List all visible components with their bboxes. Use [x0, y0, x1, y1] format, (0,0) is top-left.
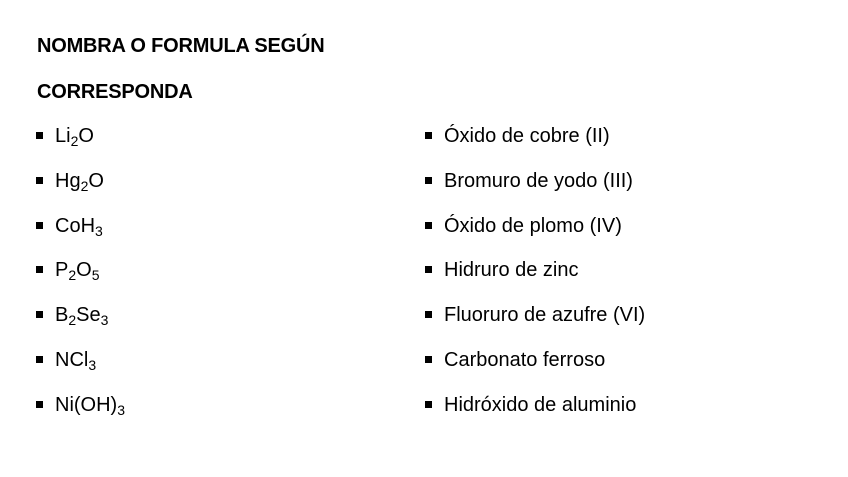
square-bullet-icon: [36, 356, 43, 363]
square-bullet-icon: [36, 311, 43, 318]
formula-text: $B_2Se_3$: [55, 304, 109, 329]
square-bullet-icon: [425, 266, 432, 273]
square-bullet-icon: [36, 401, 43, 408]
compound-name-text: Óxido de cobre (II): [444, 125, 610, 147]
square-bullet-icon: [36, 132, 43, 139]
formula-text: $Ni(OH)_3$: [55, 393, 126, 418]
page-title-line-2: CORRESPONDA: [37, 81, 193, 103]
square-bullet-icon: [425, 356, 432, 363]
square-bullet-icon: [425, 401, 432, 408]
compound-name-text: Bromuro de yodo (III): [444, 169, 633, 192]
compound-name-text: Hidruro de zinc: [444, 259, 579, 282]
square-bullet-icon: [425, 132, 432, 139]
formula-text: NCl$_3$: [55, 348, 97, 373]
formula-text: $Hg_2O$: [55, 169, 104, 194]
square-bullet-icon: [425, 222, 432, 229]
compound-name-text: Hidróxido de aluminio: [444, 393, 637, 416]
square-bullet-icon: [425, 177, 432, 184]
square-bullet-icon: [36, 266, 43, 273]
compound-name-text: Carbonato ferroso: [444, 348, 606, 371]
formula-text: $P_2O_5$: [55, 259, 100, 284]
square-bullet-icon: [425, 311, 432, 318]
square-bullet-icon: [36, 222, 43, 229]
page-title-line-1: NOMBRA O FORMULA SEGÚN: [37, 35, 325, 57]
compound-name-text: Óxido de plomo (IV): [444, 214, 622, 237]
square-bullet-icon: [36, 177, 43, 184]
compound-name-text: Fluoruro de azufre (VI): [444, 304, 646, 327]
formula-text: CoH$_3$: [55, 214, 103, 239]
formula-text: $Li_2O$: [55, 125, 94, 149]
